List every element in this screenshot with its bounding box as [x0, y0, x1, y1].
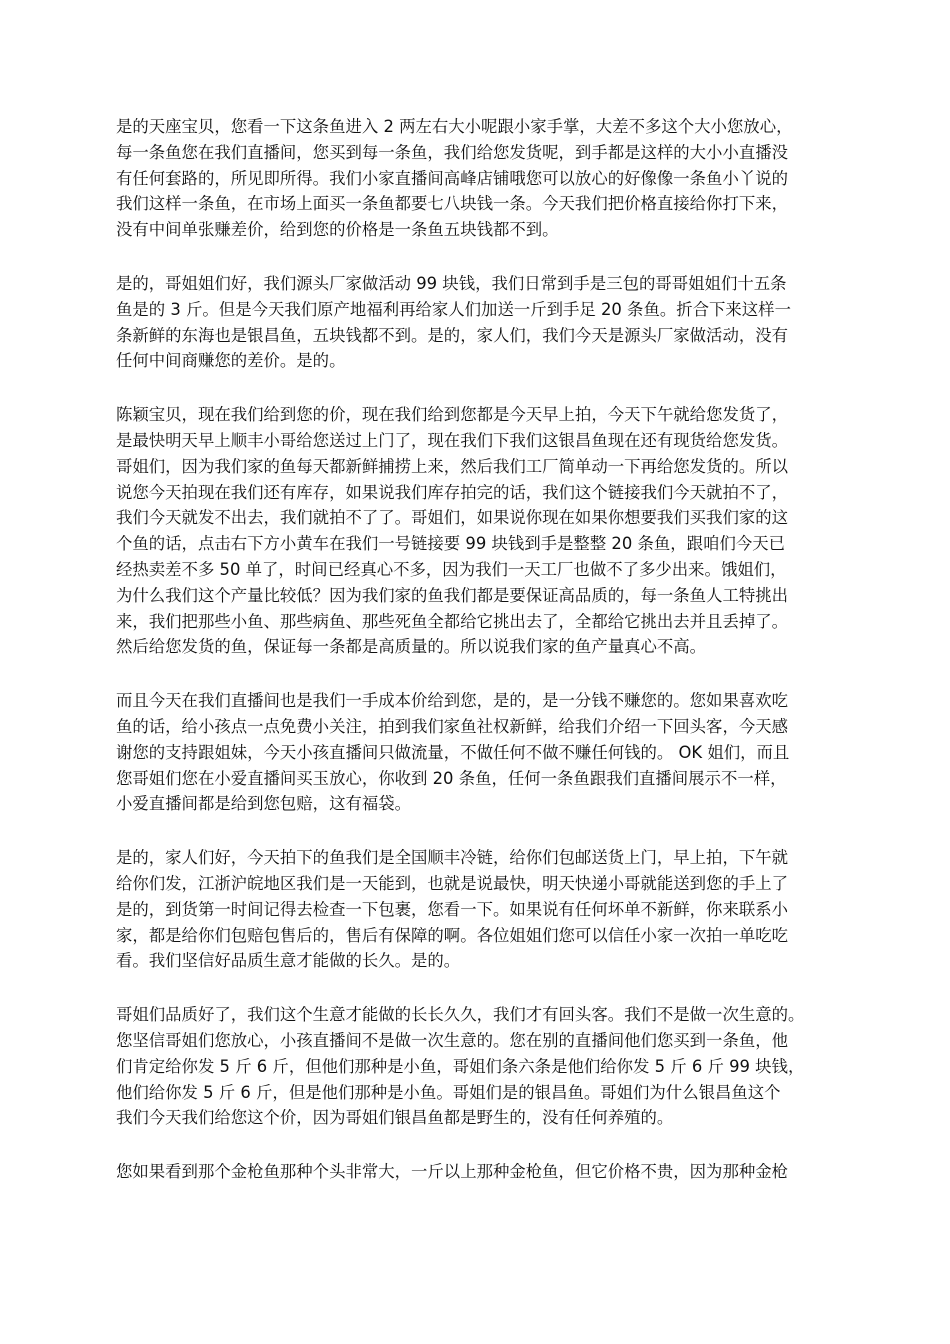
paragraph-4: 而且今天在我们直播间也是我们一手成本价给到您，是的，是一分钱不赚您的。您如果喜欢吃 鱼的话，给小孩点一点免费小关注，拍到我们家鱼社权新鲜，给我们介绍一下回头客，今天感 谢您的支持跟姐妹，今天小孩直播间只做流量，不做任何不做不赚任何钱的。 OK 姐们，而且 您哥姐们您在小爱直播间买玉放心，你收到 20 条鱼，任何一条鱼跟我们直播间展示不一样， 小爱直播间都是给到您包赔，这有福袋。 — [116, 691, 790, 814]
document-body — [116, 114, 842, 1213]
paragraph-2: 是的，哥姐姐们好，我们源头厂家做活动 99 块钱，我们日常到手是三包的哥哥姐姐们十五条 鱼是的 3 斤。但是今天我们原产地福利再给家人们加送一斤到手足 20 条鱼。折合下来这样一 条新鲜的东海也是银昌鱼，五块钱都不到。是的，家人们，我们今天是源头厂家做活动，没有 任何中间商赚您的差价。是的。 — [116, 273, 791, 371]
paragraph-7: 您如果看到那个金枪鱼那种个头非常大，一斤以上那种金枪鱼，但它价格不贵，因为那种金枪 — [116, 1162, 789, 1182]
paragraph-3: 陈颖宝贝，现在我们给到您的价，现在我们给到您都是今天早上拍，今天下午就给您发货了， 是最快明天早上顺丰小哥给您送过上门了，现在我们下我们这银昌鱼现在还有现货给您发货。 哥姐们，因为我们家的鱼每天都新鲜捕捞上来，然后我们工厂简单动一下再给您发货的。所以 说您今天拍现在我们还有库存，如果说我们库存拍完的话，我们这个链接我们今天就拍不了， 我们今天就发不出去，我们就拍不了了。哥姐们，如果说你现在如果你想要我们买我们家的这 个鱼的话，点击右下方小黄车在我们一号链接要 99 块钱到手是整整 20 条鱼，跟咱们今天已 经热卖差不多 50 单了，时间已经真心不多，因为我们一天工厂也做不了多少出来。饿姐们， 为什么我们这个产量比较低？因为我们家的鱼我们都是要保证高品质的，每一条鱼人工特挑出 来，我们把那些小鱼、那些病鱼、那些死鱼全都给它挑出去了，全都给它挑出去并且丢掉了。 然后给您发货的鱼，保证每一条都是高质量的。所以说我们家的鱼产量真心不高。 — [116, 405, 789, 657]
paragraph-6: 哥姐们品质好了，我们这个生意才能做的长长久久，我们才有回头客。我们不是做一次生意的。 您坚信哥姐们您放心，小孩直播间不是做一次生意的。您在别的直播间他们您买到一条鱼，他 们肯定给你发 5 斤 6 斤，但他们那种是小鱼，哥姐们条六条是他们给你发 5 斤 6 斤 99 块钱， 他们给你发 5 斤 6 斤，但是他们那种是小鱼。哥姐们是的银昌鱼。哥姐们为什么银昌鱼这个 我们今天我们给您这个价，因为哥姐们银昌鱼都是野生的，没有任何养殖的。 — [116, 1005, 805, 1128]
paragraph-1: 是的天座宝贝，您看一下这条鱼进入 2 两左右大小呢跟小家手掌，大差不多这个大小您放心， 每一条鱼您在我们直播间，您买到每一条鱼，我们给您发货呢，到手都是这样的大小小直播没 有任何套路的，所见即所得。我们小家直播间高峰店铺哦您可以放心的好像像一条鱼小丫说的 我们这样一条鱼，在市场上面买一条鱼都要七八块钱一条。今天我们把价格直接给你打下来， 没有中间单张赚差价，给到您的价格是一条鱼五块钱都不到。 — [116, 117, 793, 240]
paragraph-5: 是的，家人们好，今天拍下的鱼我们是全国顺丰冷链，给你们包邮送货上门，早上拍，下午就 给你们发，江浙沪皖地区我们是一天能到，也就是说最快，明天快递小哥就能送到您的手上了 是的，到货第一时间记得去检查一下包裹，您看一下。如果说有任何坏单不新鲜，你来联系小 家，都是给你们包赔包售后的，售后有保障的啊。各位姐姐们您可以信任小家一次拍一单吃吃 看。我们坚信好品质生意才能做的长久。是的。 — [116, 848, 789, 971]
